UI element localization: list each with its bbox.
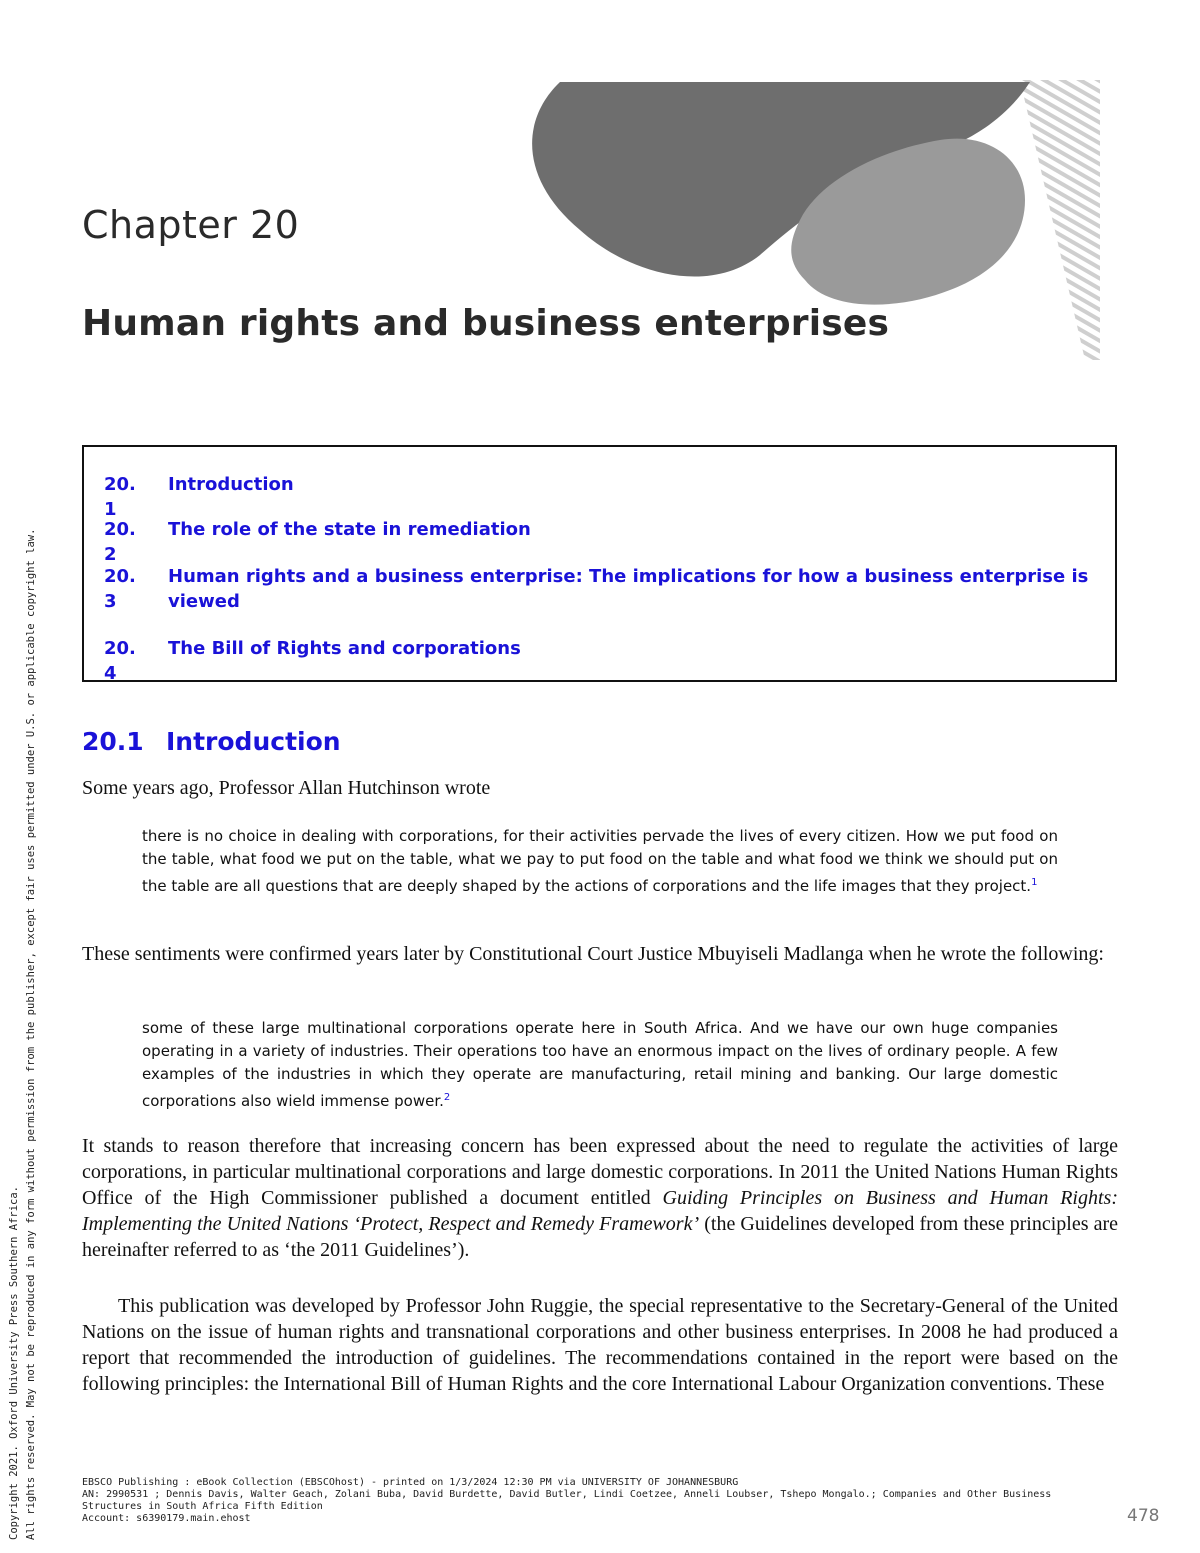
toc-item-number: 20.4: [104, 638, 136, 684]
toc-item-number: 20.3: [104, 566, 136, 612]
toc-item-link-human-rights-business[interactable]: Human rights and a business enterprise: The implications for how a business enterprise is viewed: [168, 566, 1089, 612]
chapter-contents-box: [82, 445, 1117, 682]
body-paragraph: These sentiments were confirmed years later by Constitutional Court Justice Mbuyiseli Madlanga when he wrote the following:: [82, 943, 1104, 965]
footer-line: AN: 2990531 ; Dennis Davis, Walter Geach, Zolani Buba, David Burdette, David Butler, Lindi Coetzee, Anneli Loubser, Tshepo Mongalo.; Companies and Other Business: [82, 1489, 1052, 1500]
toc-item-link-role-of-state[interactable]: The role of the state in remediation: [168, 519, 531, 540]
chapter-label: Chapter 20: [82, 203, 300, 247]
footer-line: Account: s6390179.main.ehost: [82, 1513, 251, 1524]
ebsco-footer: [82, 1477, 1192, 1525]
section-heading: [82, 727, 341, 756]
footnote-link[interactable]: 1: [1031, 877, 1038, 888]
section-number: 20.1: [82, 727, 144, 756]
toc-item-number: 20.1: [104, 474, 136, 520]
paragraph-text: (the Guidelines developed from these principles are hereinafter referred to as ‘the 2011 Guidelines’).: [82, 1213, 1119, 1261]
toc-item-number: 20.2: [104, 519, 136, 565]
footer-line: EBSCO Publishing : eBook Collection (EBSCOhost) - printed on 1/3/2024 12:30 PM via UNIVERSITY OF JOHANNESBURG: [82, 1477, 739, 1488]
chapter-title: Human rights and business enterprises: [82, 303, 890, 344]
footnote-link[interactable]: 2: [443, 1092, 451, 1103]
toc-item-link-introduction[interactable]: Introduction: [168, 474, 294, 495]
block-quote: [142, 1017, 1058, 1113]
paragraph-text: It stands to reason therefore that increasing concern has been expressed about the need to regulate the activities of large corporations, in particular multinational corporations and large domestic corporations. In 2011 the United Nations Human Rights Office of the High Commissioner published a document entitled: [82, 1135, 1118, 1209]
side-copyright-line-2: All rights reserved. May not be reproduced in any form without permission from the publisher, except fair uses permitted under U.S. or applicable copyright law.: [25, 528, 37, 1540]
footer-line: Structures in South Africa Fifth Edition: [82, 1501, 323, 1512]
block-quote: [142, 825, 1058, 898]
side-copyright-line-1: Copyright 2021. Oxford University Press Southern Africa.: [8, 1185, 20, 1540]
publication-title: Guiding Principles on Business and Human Rights: Implementing the United Nations ‘Protect, Respect and Remedy Framework’: [82, 1187, 1118, 1235]
side-copyright: [6, 400, 46, 1540]
page-number: 478: [1127, 1506, 1160, 1526]
section-title: Introduction: [166, 727, 341, 756]
body-paragraph: This publication was developed by Professor John Ruggie, the special representative to the Secretary-General of the United Nations on the issue of human rights and transnational corporations and other business enterprises. In 2008 he had produced a report that recommended the introduction of guidelines. The recommendations contained in the report were based on the following principles: the International Bill of Human Rights and the core International Labour Organization conventions. These: [82, 1295, 1118, 1395]
quote-text: there is no choice in dealing with corporations, for their activities pervade the lives of every citizen. How we put food on the table, what food we put on the table, what we pay to put food on the table and what food we think we should put on the table are all questions that are deeply shaped by the actions of corporations and the life images that they project.: [142, 827, 1058, 895]
body-paragraph: [82, 1133, 1118, 1263]
toc-item-link-bill-of-rights[interactable]: The Bill of Rights and corporations: [168, 638, 521, 659]
quote-text: some of these large multinational corporations operate here in South Africa. And we have our own huge companies operating in a variety of industries. Their operations too have an enormous impact on the lives of ordinary people. A few examples of the industries in which they operate are manufacturing, retail mining and banking. Our large domestic corporations also wield immense power.: [142, 1019, 1058, 1110]
body-paragraph: Some years ago, Professor Allan Hutchinson wrote: [82, 777, 491, 799]
